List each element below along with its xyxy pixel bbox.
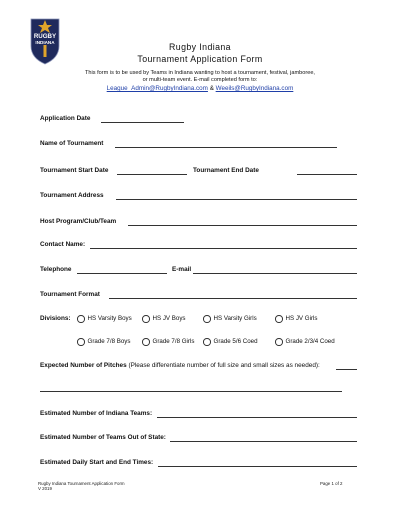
pitches-field[interactable] xyxy=(40,391,342,392)
division-option[interactable] xyxy=(142,315,186,323)
email-link-league-admin[interactable]: League_Admin@RugbyIndiana.com xyxy=(106,85,208,92)
tournament-name-field[interactable] xyxy=(115,147,337,148)
division-option[interactable] xyxy=(275,338,335,346)
division-option[interactable] xyxy=(77,338,131,346)
division-option-label: Grade 5/6 Coed xyxy=(213,338,258,346)
host-field[interactable] xyxy=(128,225,357,226)
division-option[interactable] xyxy=(203,338,258,346)
start-end-times-label: Estimated Daily Start and End Times: xyxy=(40,459,154,466)
email-field[interactable] xyxy=(193,273,357,274)
email-links xyxy=(0,85,400,92)
radio-circle-icon[interactable] xyxy=(203,338,211,346)
email-link-weeils[interactable]: Weeils@RugbyIndiana.com xyxy=(215,85,294,92)
end-date-label: Tournament End Date xyxy=(193,167,259,174)
division-option-label: HS Varsity Boys xyxy=(87,315,132,323)
start-end-times-field[interactable] xyxy=(158,466,357,467)
division-option[interactable] xyxy=(275,315,317,323)
start-date-label: Tournament Start Date xyxy=(40,167,109,174)
intro-line-1: This form is to be used by Teams in Indiana wanting to host a tournament, festival, jamboree, xyxy=(85,70,315,76)
telephone-label: Telephone xyxy=(40,266,72,273)
address-field[interactable] xyxy=(116,199,357,200)
logo-text-top: RUGBY xyxy=(33,33,57,40)
division-option-label: Grade 7/8 Girls xyxy=(152,338,195,346)
pitches-label-text: Expected Number of Pitches xyxy=(40,362,127,369)
footer-version: V 2019 xyxy=(38,486,52,492)
division-option[interactable] xyxy=(203,315,257,323)
radio-circle-icon[interactable] xyxy=(275,315,283,323)
indiana-teams-field[interactable] xyxy=(157,417,357,418)
footer-doc-name: Rugby Indiana Tournament Application Form xyxy=(38,481,125,486)
format-field[interactable] xyxy=(109,298,357,299)
division-option[interactable] xyxy=(142,338,194,346)
contact-label: Contact Name: xyxy=(40,241,86,248)
logo-text-bottom: INDIANA xyxy=(35,40,55,45)
radio-circle-icon[interactable] xyxy=(275,338,283,346)
intro-line-2: or multi-team event. E-mail completed form to: xyxy=(142,77,258,84)
out-of-state-field[interactable] xyxy=(170,441,357,442)
end-date-field[interactable] xyxy=(297,174,357,175)
division-option-label: HS Varsity Girls xyxy=(213,315,257,323)
email-label: E-mail xyxy=(172,266,192,273)
indiana-teams-label: Estimated Number of Indiana Teams: xyxy=(40,410,153,417)
radio-circle-icon[interactable] xyxy=(77,338,85,346)
form-title: Tournament Application Form xyxy=(137,54,263,64)
division-option-label: HS JV Boys xyxy=(152,315,186,323)
radio-circle-icon[interactable] xyxy=(77,315,85,323)
application-date-field[interactable] xyxy=(101,122,184,123)
pitches-field-inline[interactable] xyxy=(336,369,357,370)
tournament-name-label: Name of Tournament xyxy=(40,140,104,147)
intro-text xyxy=(60,70,340,85)
divisions-label: Divisions: xyxy=(40,315,71,322)
division-option-label: Grade 2/3/4 Coed xyxy=(285,338,335,346)
format-label: Tournament Format xyxy=(40,291,100,298)
division-option-label: Grade 7/8 Boys xyxy=(87,338,131,346)
host-label: Host Program/Club/Team xyxy=(40,218,117,225)
start-date-field[interactable] xyxy=(117,174,187,175)
pitches-label xyxy=(40,362,320,369)
email-joiner: & xyxy=(209,85,214,92)
telephone-field[interactable] xyxy=(77,273,167,274)
division-option-label: HS JV Girls xyxy=(285,315,318,323)
footer-left xyxy=(38,481,125,492)
org-name: Rugby Indiana xyxy=(169,42,231,52)
address-label: Tournament Address xyxy=(40,192,104,199)
footer-page-number: Page 1 of 2 xyxy=(320,481,343,486)
radio-circle-icon[interactable] xyxy=(203,315,211,323)
radio-circle-icon[interactable] xyxy=(142,338,150,346)
division-option[interactable] xyxy=(77,315,132,323)
contact-field[interactable] xyxy=(90,248,357,249)
out-of-state-label: Estimated Number of Teams Out of State: xyxy=(40,434,166,441)
radio-circle-icon[interactable] xyxy=(142,315,150,323)
pitches-note: (Please differentiate number of full size and small sizes as needed): xyxy=(128,362,320,369)
application-date-label: Application Date xyxy=(40,115,91,122)
